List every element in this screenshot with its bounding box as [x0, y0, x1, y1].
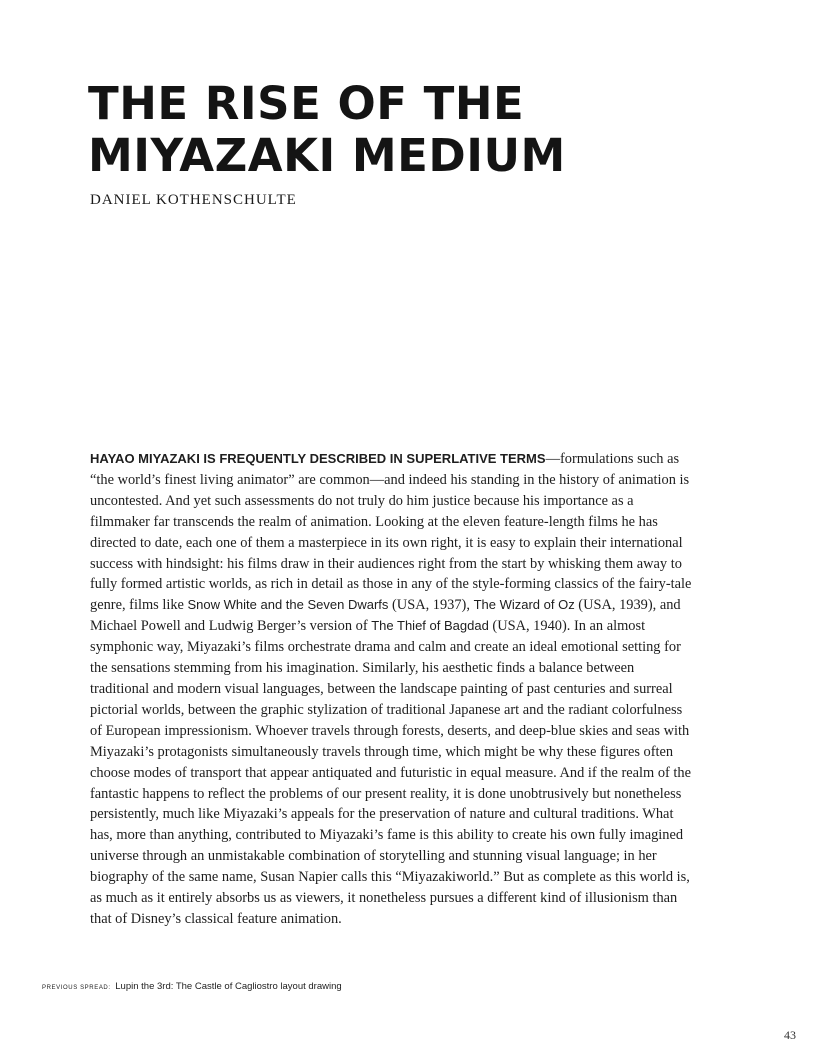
caption-film-title: Lupin the 3rd: The Castle of Cagliostro	[115, 981, 278, 992]
author-name: DANIEL KOTHENSCHULTE	[90, 192, 297, 208]
body-paragraph	[90, 449, 694, 930]
image-caption	[42, 981, 342, 992]
lead-in-text: HAYAO MIYAZAKI IS FREQUENTLY DESCRIBED IN SUPERLATIVE TERMS	[90, 451, 546, 466]
film-title-wizard-of-oz: The Wizard of Oz	[473, 597, 575, 613]
body-text-part-4: (USA, 1940). In an almost symphonic way, Miyazaki’s films orchestrate drama and calm and create an ideal emotional setting for the sensations stemming from his imagination. Similarly, his aesthetic finds a balance between traditional and modern visual languages, between the landscape painting of past centuries and surreal pictorial worlds, between the graphic stylization of traditional Japanese art and the radiant colorfulness of European impressionism. Whoever travels through forests, deserts, and deep-blue skies and seas with Miyazaki’s protagonists simultaneously travels through time, which might be why these figures often choose modes of transport that appear antiquated and futuristic in equal measure. And if the realm of the fantastic happens to reflect the problems of our present reality, it is done unobtrusively but nonetheless persistently, much like Miyazaki’s appeals for the preservation of nature and cultural traditions. What has, more than anything, contributed to Miyazaki’s fame is this ability to create his own fully imagined universe through an unmistakable combination of storytelling and stunning visual language; in her biography of the same name, Susan Napier calls this “Miyazakiworld.” But as complete as this world is, as much as it entirely absorbs us as viewers, it nonetheless pursues a different kind of illusionism than that of Disney’s classical feature animation.	[90, 618, 692, 927]
body-text-part-2: (USA, 1937),	[388, 597, 474, 614]
film-title-thief-of-bagdad: The Thief of Bagdad	[371, 618, 489, 634]
page-number: 43	[784, 1028, 796, 1042]
article-title	[88, 78, 728, 182]
article-title-line-2: MIYAZAKI MEDIUM	[88, 129, 566, 182]
body-text-part-3: (USA, 1939), and Michael Powell and Ludwig Berger’s version of	[90, 597, 681, 635]
film-title-snow-white: Snow White and the Seven Dwarfs	[187, 597, 389, 613]
caption-label: PREVIOUS SPREAD:	[42, 985, 111, 991]
caption-description: layout drawing	[277, 981, 342, 992]
body-text-part-1: —formulations such as “the world’s finest living animator” are common—and indeed his standing in the history of animation is uncontested. And yet such assessments do not truly do him justice because his importance as a filmmaker far transcends the realm of animation. Looking at the eleven feature-length films he has directed to date, each one of them a masterpiece in its own right, it is easy to explain their international success with hindsight: his films draw in their audiences right from the start by whisking them away to fully formed artistic worlds, as rich in detail as those in any of the style-forming classics of the fairy-tale genre, films like	[90, 451, 692, 614]
article-title-line-1: THE RISE OF THE	[88, 77, 525, 130]
